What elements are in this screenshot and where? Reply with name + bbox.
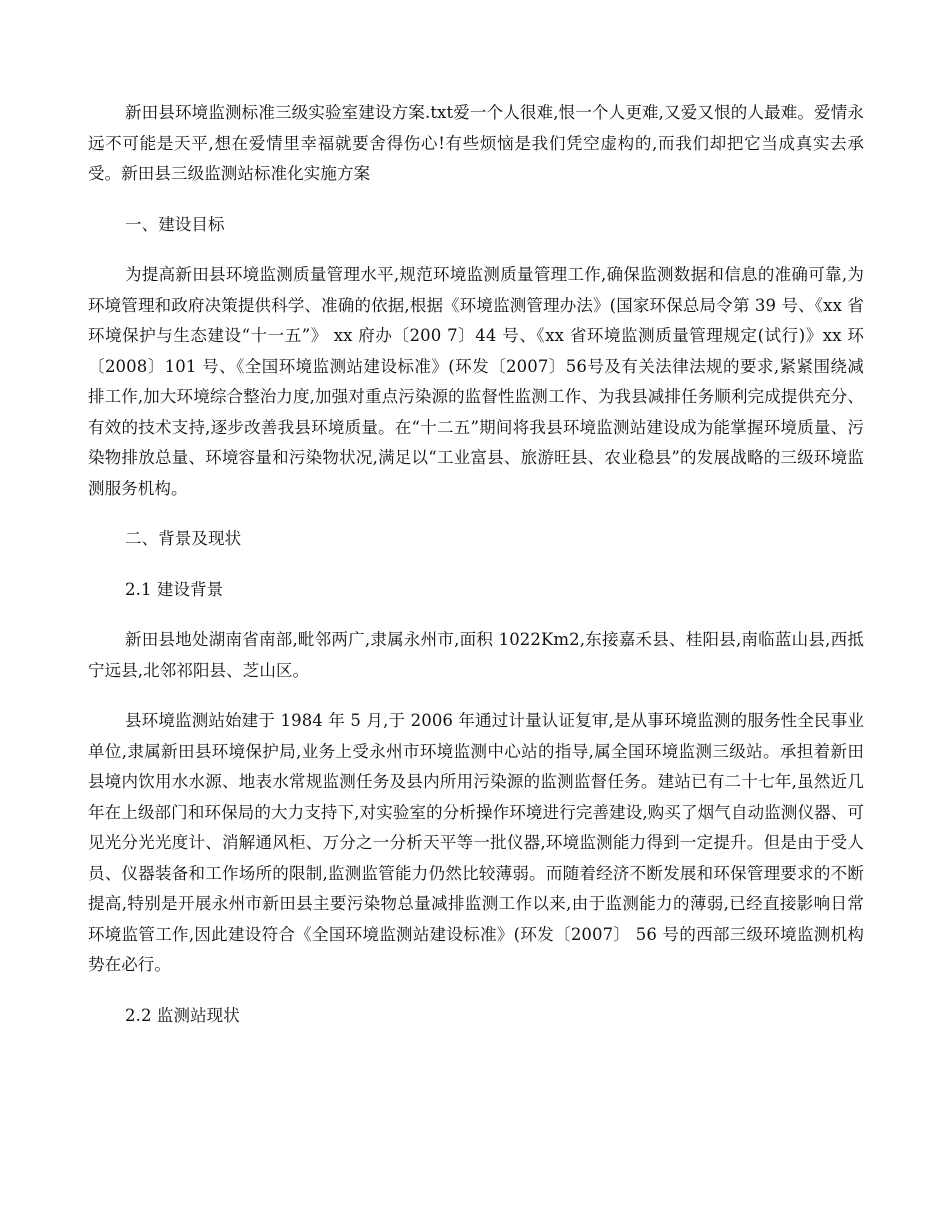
subsection-heading-2-1: 2.1 建设背景 xyxy=(125,579,224,599)
document-page xyxy=(88,98,864,1031)
subsection-heading-2-2: 2.2 监测站现状 xyxy=(125,1005,240,1025)
location-paragraph: 新田县地处湖南省南部,毗邻两广,隶属永州市,面积 1022Km2,东接嘉禾县、桂阳县,南临蓝山县,西抵宁远县,北邻祁阳县、芝山区。 xyxy=(88,630,864,680)
goals-paragraph: 为提高新田县环境监测质量管理水平,规范环境监测质量管理工作,确保监测数据和信息的准确可靠,为环境管理和政府决策提供科学、准确的依据,根据《环境监测管理办法》(国家环保总局令第 39 号、《xx 省环境保护与生态建设“十一五”》 xx 府办〔200 7〕44 号、《xx 省环境监测质量管理规定(试行)》xx 环〔2008〕101 号、《全国环境监测站建设标准》(环发〔2007〕56号及有关法律法规的要求,紧紧围绕减排工作,加大环境综合整治力度,加强对重点污染源的监督性监测工作、为我县减排任务顺利完成提供充分、有效的技术支持,逐步改善我县环境质量。在“十二五”期间将我县环境监测站建设成为能掌握环境质量、污染物排放总量、环境容量和污染物状况,满足以“工业富县、旅游旺县、农业稳县”的发展战略的三级环境监测服务机构。 xyxy=(88,265,864,498)
section-heading-background: 二、背景及现状 xyxy=(125,529,242,548)
station-history-paragraph: 县环境监测站始建于 1984 年 5 月,于 2006 年通过计量认证复审,是从事环境监测的服务性全民事业单位,隶属新田县环境保护局,业务上受永州市环境监测中心站的指导,属全国环境监测三级站。承担着新田县境内饮用水水源、地表水常规监测任务及县内所用污染源的监测监督任务。建站已有二十七年,虽然近几年在上级部门和环保局的大力支持下,对实验室的分析操作环境进行完善建设,购买了烟气自动监测仪器、可见光分光光度计、消解通风柜、万分之一分析天平等一批仪器,环境监测能力得到一定提升。但是由于受人员、仪器装备和工作场所的限制,监测监管能力仍然比较薄弱。而随着经济不断发展和环保管理要求的不断提高,特别是开展永州市新田县主要污染物总量减排监测工作以来,由于监测能力的薄弱,已经直接影响日常环境监管工作,因此建设符合《全国环境监测站建设标准》(环发〔2007〕 56 号的西部三级环境监测机构势在必行。 xyxy=(88,711,864,974)
intro-paragraph: 新田县环境监测标准三级实验室建设方案.txt爱一个人很难,恨一个人更难,又爱又恨的人最难。爱情永远不可能是天平,想在爱情里幸福就要舍得伤心!有些烦恼是我们凭空虚构的,而我们却把它当成真实去承受。新田县三级监测站标准化实施方案 xyxy=(88,103,864,183)
section-heading-goals: 一、建设目标 xyxy=(125,214,225,234)
